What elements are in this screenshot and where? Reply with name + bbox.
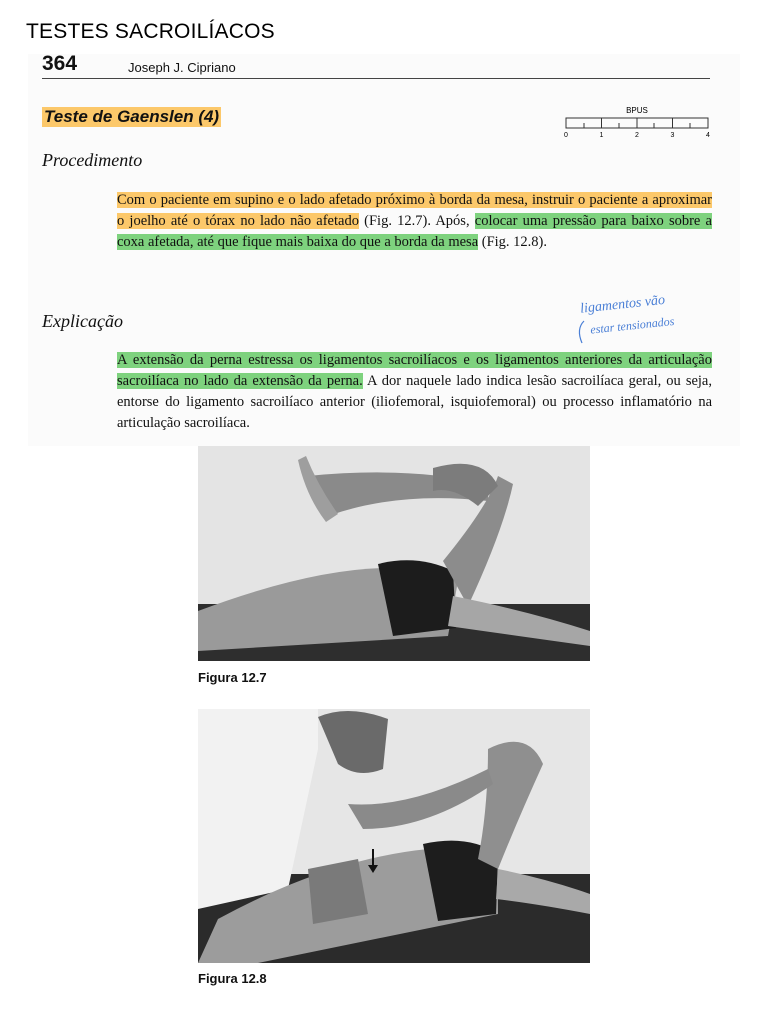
test-title: Teste de Gaenslen (4)	[44, 107, 220, 126]
procedure-heading: Procedimento	[42, 150, 143, 170]
header-rule	[42, 78, 710, 79]
figure-12-7-photo	[198, 446, 590, 661]
bpus-tick-label: 2	[635, 132, 639, 139]
figure-caption: Figura 12.8	[198, 971, 267, 986]
text-run: (Fig. 12.7). Após,	[358, 213, 475, 229]
procedure-paragraph	[117, 190, 712, 253]
handwritten-note	[574, 283, 734, 347]
note-arrow	[579, 321, 584, 343]
text-run: A dor naquele lado indica lesão sacroilíaca geral, ou seja, entorse do ligamento sacroilíaco anterior (iliofemoral, isquiofemoral) ou processo inflamatório na articulação sacroilíaca.	[117, 373, 712, 431]
note-line-1: ligamentos vão	[579, 292, 666, 317]
green-highlight: colocar uma pressão para baixo sobre a coxa afetada, até que fique mais baixa do que a borda da mesa	[117, 213, 712, 250]
text-run: (Fig. 12.8).	[478, 234, 548, 250]
note-line-2: estar tensionados	[589, 313, 675, 337]
yellow-highlight: Com o paciente em supino e o lado afetado próximo à borda da mesa, instruir o paciente a aproximar o joelho até o tórax no lado não afetado	[117, 192, 712, 229]
bpus-tick-label: 4	[706, 132, 710, 139]
slide-title: TESTES SACROILÍACOS	[26, 20, 275, 43]
explanation-paragraph	[117, 350, 712, 434]
bpus-tick-label: 0	[564, 132, 568, 139]
bpus-tick-label: 3	[670, 132, 675, 139]
bpus-scale	[562, 104, 712, 144]
green-highlight: A extensão da perna estressa os ligamentos sacroilíacos e os ligamentos anteriores da articulação sacroilíaca no lado da extensão da perna.	[117, 352, 712, 389]
page-number: 364	[42, 52, 78, 75]
author-name: Joseph J. Cipriano	[128, 60, 236, 75]
explanation-heading: Explicação	[42, 311, 123, 331]
figure-caption: Figura 12.7	[198, 670, 267, 685]
figure-12-8-photo	[198, 709, 590, 963]
bpus-label: BPUS	[626, 106, 648, 115]
bpus-tick-label: 1	[599, 132, 604, 139]
